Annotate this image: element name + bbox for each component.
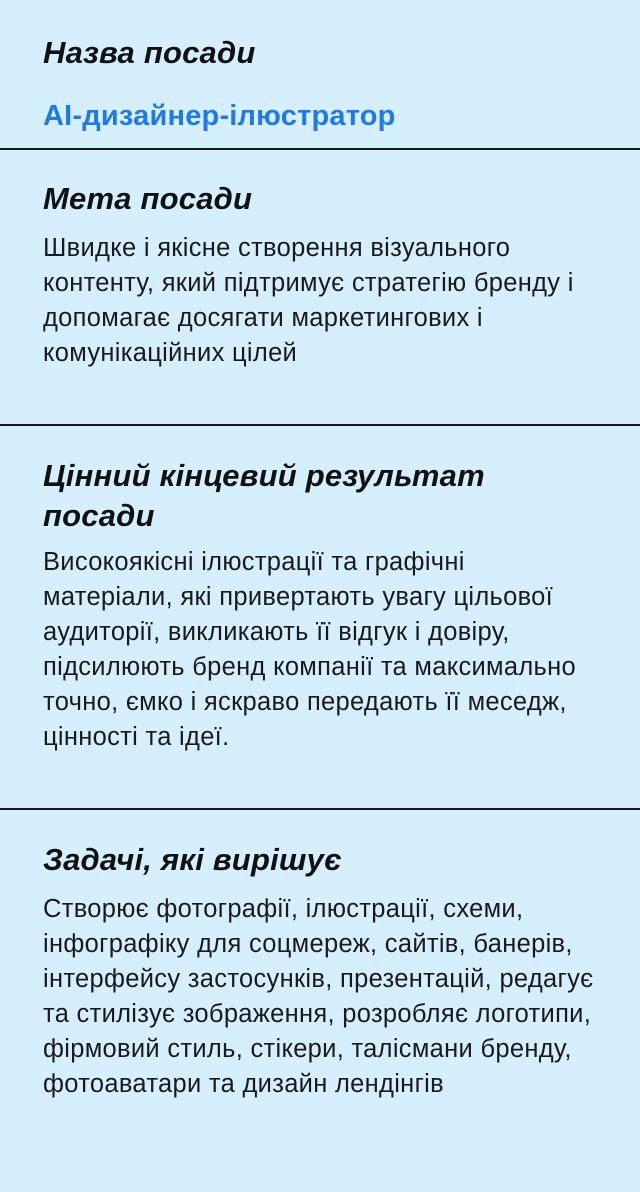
result-text: Високоякісні ілюстрації та графічні матеріали, які привертають увагу цільової аудиторії, викликають її відгук і довіру, підсилюють бренд компанії та максимально точно, ємко і яскраво передають її меседж, цінності та ідеї. bbox=[43, 548, 576, 751]
tasks-text: Створює фотографії, ілюстрації, схеми, інфографіку для соцмереж, сайтів, банерів, інтерфейсу застосунків, презентацій, редагує та стилізує зображення, розробляє логотипи, фірмовий стиль, стікери, талісмани бренду, фотоаватари та дизайн лендінгів bbox=[43, 895, 594, 1098]
result-heading: Цінний кінцевий результат посади bbox=[43, 458, 485, 533]
result-section bbox=[0, 456, 640, 755]
goal-section bbox=[0, 179, 640, 371]
section-divider bbox=[0, 424, 640, 426]
tasks-section bbox=[0, 840, 640, 1102]
section-divider bbox=[0, 808, 640, 810]
position-section bbox=[0, 33, 640, 136]
section-divider bbox=[0, 148, 640, 150]
tasks-heading: Задачі, які вирішує bbox=[43, 842, 342, 877]
goal-heading: Мета посади bbox=[43, 181, 253, 216]
position-title: AI-дизайнер-ілюстратор bbox=[43, 100, 396, 132]
position-heading: Назва посади bbox=[43, 35, 256, 70]
goal-text: Швидке і якісне створення візуального контенту, який підтримує стратегію бренду і допомагає досягати маркетингових і комунікаційних цілей bbox=[43, 234, 574, 367]
